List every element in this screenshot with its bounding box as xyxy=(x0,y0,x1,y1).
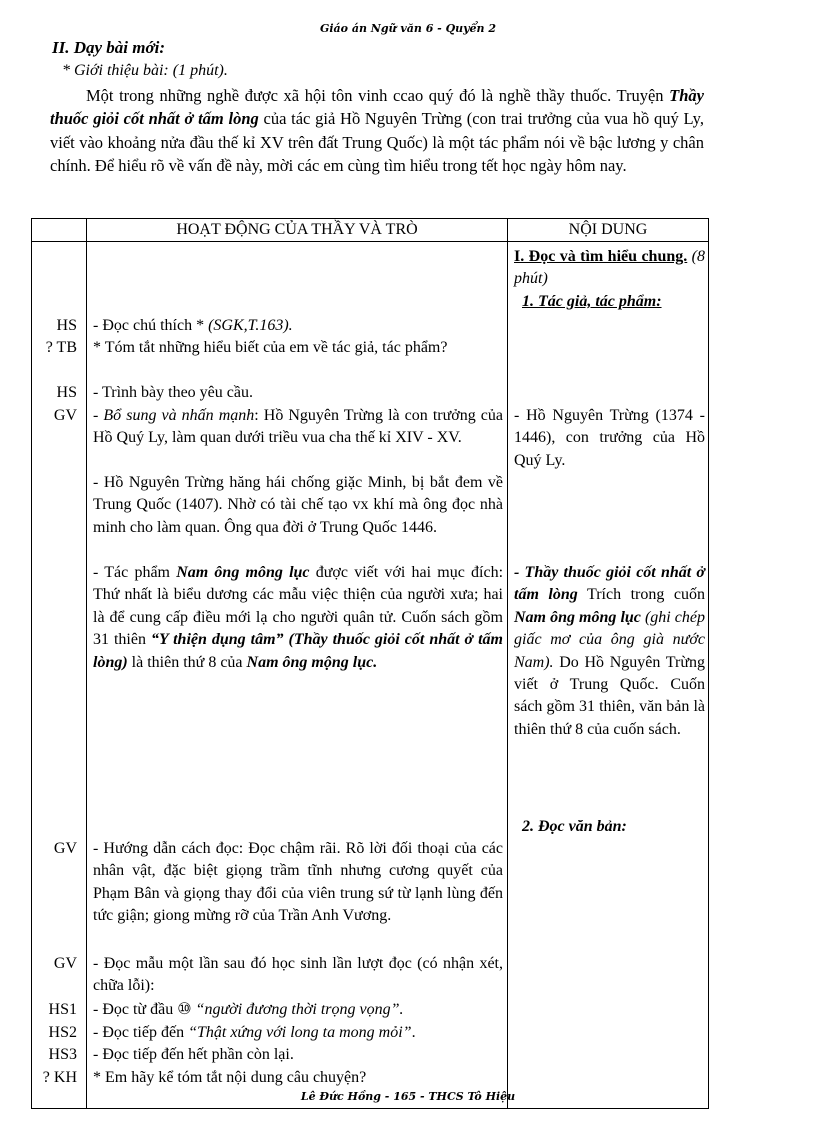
activity-item: - Bổ sung và nhấn mạnh: Hồ Nguyên Trừng là con trưởng của Hồ Quý Ly, làm quan dưới triều vua cha thế kỉ XIV - XV. xyxy=(93,407,503,447)
activity-item: - Hồ Nguyên Trừng hăng hái chống giặc Minh, bị bắt đem về Trung Quốc (1407). Nhờ có tài chế tạo vx khí mà ông đọc nhà minh cho làm quan. Ông qua đời ở Trung Quốc 1446. xyxy=(93,474,503,536)
content-item: - Hồ Nguyên Trừng (1374 - 1446), con trưởng của Hồ Quý Ly. xyxy=(514,407,705,469)
role-label: GV xyxy=(53,407,77,424)
page-header: Giáo án Ngữ văn 6 - Quyển 2 xyxy=(319,22,497,35)
role-label: GV xyxy=(53,840,77,857)
content-item: - Thầy thuốc giỏi cốt nhất ở tấm lòng Trích trong cuốn Nam ông mông lục (ghi chép giấc mơ của ông già nước Nam). Do Hồ Nguyên Trừng viết ở Trung Quốc. Cuốn sách gồm 31 thiên, văn bản là thiên thứ 8 của cuốn sách. xyxy=(514,564,706,738)
section-title: II. Dạy bài mới: xyxy=(52,38,166,57)
intro-paragraph xyxy=(50,84,704,178)
work-title: Thầy thuốc giỏi cốt nhất ở tấm lòng xyxy=(50,86,704,129)
activity-item: - Trình bày theo yêu cầu. xyxy=(93,384,253,401)
intro-text-1: Một trong những nghề được xã hội tôn vinh ccao quý đó là nghề thầy thuốc. Truyện xyxy=(86,86,670,105)
role-label: GV xyxy=(53,955,77,972)
header-activity: HOẠT ĐỘNG CỦA THẦY VÀ TRÒ xyxy=(87,219,508,242)
role-label: HS xyxy=(56,317,77,334)
activity-item: - Hướng dẫn cách đọc: Đọc chậm rãi. Rõ lời đối thoại của các nhân vật, đặc biệt giọng trầm tĩnh nhưng cương quyết của Phạm Bân và giọng thay đổi của viên trung sứ từ lạnh lùng đến tức giận; giong mừng rỡ của Trần Anh Vương. xyxy=(93,840,503,925)
intro-line: * Giới thiệu bài: (1 phút). xyxy=(62,62,228,79)
content-column xyxy=(508,242,709,1109)
role-label: HS2 xyxy=(48,1024,77,1041)
page-footer: Lê Đức Hồng - 165 - THCS Tô Hiệu xyxy=(300,1090,516,1103)
activity-column xyxy=(87,242,508,1109)
role-label: HS3 xyxy=(48,1046,77,1063)
activity-item: - Đọc tiếp đến “Thật xứng với long ta mong mỏi”. xyxy=(93,1024,416,1041)
role-label: ? KH xyxy=(42,1069,77,1086)
lesson-table xyxy=(31,218,709,1109)
activity-item: - Đọc từ đầu ⑩ “người đương thời trọng vọng”. xyxy=(93,1001,404,1018)
header-content: NỘI DUNG xyxy=(508,219,709,242)
activity-item: - Đọc tiếp đến hết phần còn lại. xyxy=(93,1046,294,1063)
activity-item: * Tóm tắt những hiểu biết của em về tác giả, tác phẩm? xyxy=(93,339,448,356)
role-column xyxy=(32,242,87,1109)
activity-item: - Đọc chú thích * (SGK,T.163). xyxy=(93,317,293,334)
activity-item: - Tác phẩm Nam ông mông lục được viết với hai mục đích: Thứ nhất là biểu dương các mẫu việc thiện của người xưa; hai là để cung cấp điều mới lạ cho người quân tử. Cuốn sách gồm 31 thiên “Y thiện dụng tâm” (Thầy thuốc giỏi cốt nhất ở tấm lòng) là thiên thứ 8 của Nam ông mộng lục. xyxy=(93,564,504,671)
activity-item: - Đọc mẫu một lần sau đó học sinh lần lượt đọc (có nhận xét, chữa lỗi): xyxy=(93,955,503,995)
role-label: HS1 xyxy=(48,1001,77,1018)
role-label: HS xyxy=(56,384,77,401)
activity-item: * Em hãy kể tóm tắt nội dung câu chuyện? xyxy=(93,1069,367,1086)
table-body-row xyxy=(32,242,709,1109)
content-subheading: 1. Tác giả, tác phẩm: xyxy=(522,293,662,310)
table-header-row xyxy=(32,219,709,242)
content-heading: I. Đọc và tìm hiểu chung. (8 phút) xyxy=(514,248,706,288)
role-label: ? TB xyxy=(45,339,77,356)
content-subheading: 2. Đọc văn bản: xyxy=(522,818,627,835)
intro-text-2: của tác giả Hồ Nguyên Trừng (con trai trưởng của vua hồ quý Ly, viết vào khoảng nửa đầu thế kỉ XV trên đất Trung Quốc) là một tác phẩm nói về bậc lương y chân chính. Để hiểu rõ về vấn đề này, mời các em cùng tìm hiểu trong tết học ngày hôm nay. xyxy=(50,109,704,176)
header-blank-cell xyxy=(32,219,87,242)
